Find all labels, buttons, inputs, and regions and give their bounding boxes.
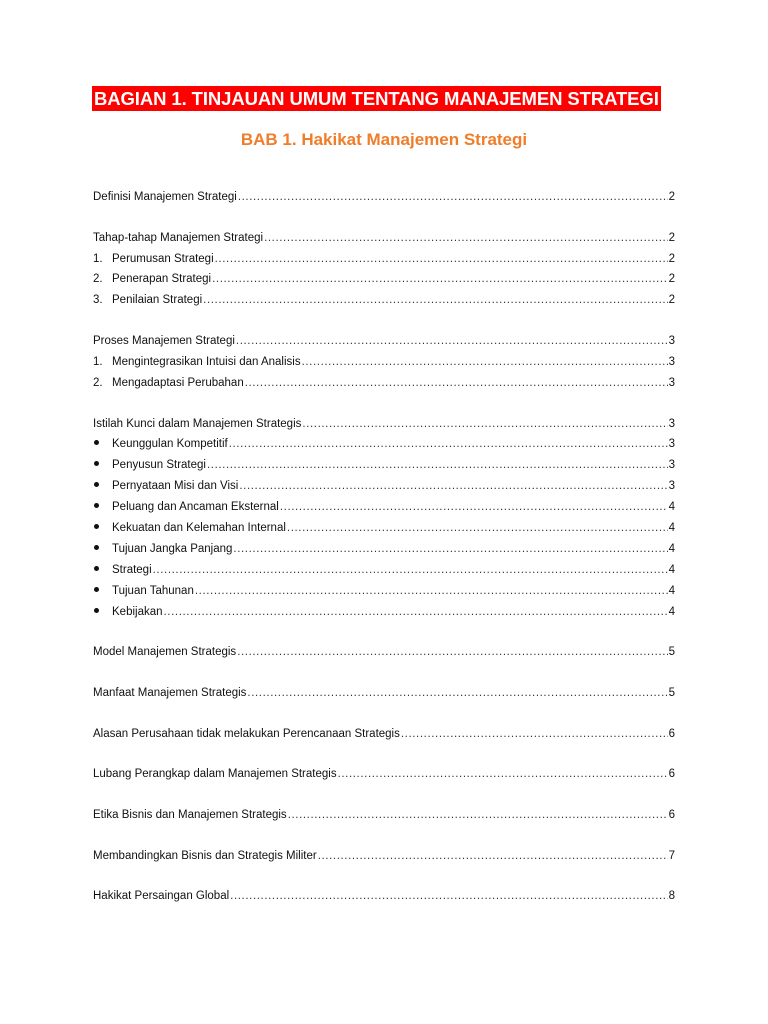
bullet-dot-icon — [94, 461, 99, 466]
table-of-contents — [93, 191, 675, 911]
toc-entry-label: Tujuan Tahunan — [112, 584, 194, 597]
toc-entry-page-number: 6 — [668, 808, 675, 821]
toc-entry[interactable] — [93, 543, 675, 564]
toc-entry-label: Peluang dan Ancaman Eksternal — [112, 501, 279, 514]
toc-entry[interactable] — [93, 585, 675, 606]
bullet-icon — [93, 522, 112, 534]
toc-entry-label: Penilaian Strategi — [112, 294, 203, 307]
dot-leader — [212, 273, 667, 285]
toc-entry-page-number: 2 — [668, 294, 675, 307]
bullet-icon — [93, 564, 112, 576]
toc-entry-number: 2. — [93, 376, 103, 389]
dot-leader — [215, 253, 668, 265]
toc-entry[interactable] — [93, 606, 675, 627]
toc-entry-label: Alasan Perusahaan tidak melakukan Perencanaan Strategis — [93, 727, 400, 740]
toc-entry-label: Perumusan Strategi — [112, 252, 214, 265]
toc-entry-number: 2. — [93, 273, 103, 286]
toc-entry[interactable] — [93, 459, 675, 480]
bullet-icon — [93, 501, 112, 513]
dot-leader — [302, 356, 668, 368]
toc-entry[interactable] — [93, 809, 675, 830]
toc-entry-page-number: 4 — [668, 584, 675, 597]
dot-leader — [203, 294, 667, 306]
toc-entry-page-number: 7 — [668, 849, 675, 862]
dot-leader — [238, 191, 668, 203]
toc-entry[interactable] — [93, 377, 675, 398]
toc-entry-label: Mengadaptasi Perubahan — [112, 376, 244, 389]
toc-entry-page-number: 4 — [668, 501, 675, 514]
toc-entry-number: 1. — [93, 252, 103, 265]
bullet-dot-icon — [94, 482, 99, 487]
dot-leader — [302, 418, 667, 430]
toc-entry-page-number: 3 — [668, 480, 675, 493]
toc-entry-page-number: 3 — [668, 355, 675, 368]
toc-entry[interactable] — [93, 335, 675, 356]
toc-entry-page-number: 2 — [668, 273, 675, 286]
toc-entry-label: Mengintegrasikan Intuisi dan Analisis — [112, 355, 301, 368]
bullet-dot-icon — [94, 587, 99, 592]
toc-entry-number: 3. — [93, 294, 103, 307]
toc-entry-page-number: 3 — [668, 459, 675, 472]
bullet-icon — [93, 480, 112, 492]
toc-entry[interactable] — [93, 356, 675, 377]
dot-leader — [207, 459, 668, 471]
toc-entry-label: Hakikat Persaingan Global — [93, 890, 230, 903]
toc-entry-page-number: 6 — [668, 727, 675, 740]
toc-entry-page-number: 2 — [668, 191, 675, 203]
toc-entry-label: Proses Manajemen Strategi — [93, 335, 235, 348]
toc-entry-page-number: 3 — [668, 438, 675, 451]
dot-leader — [229, 438, 668, 450]
dot-leader — [280, 501, 668, 513]
dot-leader — [288, 809, 668, 821]
dot-leader — [236, 335, 668, 347]
dot-leader — [264, 232, 668, 244]
dot-leader — [164, 606, 668, 618]
dot-leader — [338, 768, 668, 780]
toc-entry-page-number: 4 — [668, 563, 675, 576]
dot-leader — [247, 687, 667, 699]
part-title: BAGIAN 1. TINJAUAN UMUM TENTANG MANAJEMEN STRATEGI — [94, 88, 659, 109]
toc-entry[interactable] — [93, 768, 675, 789]
dot-leader — [230, 890, 667, 902]
toc-entry-label: Lubang Perangkap dalam Manajemen Strategis — [93, 768, 337, 781]
dot-leader — [239, 480, 667, 492]
toc-entry-label: Istilah Kunci dalam Manajemen Strategis — [93, 417, 302, 430]
toc-entry-page-number: 4 — [668, 605, 675, 618]
toc-entry[interactable] — [93, 687, 675, 708]
bullet-dot-icon — [94, 608, 99, 613]
toc-entry-page-number: 3 — [668, 417, 675, 430]
toc-entry[interactable] — [93, 480, 675, 501]
bullet-icon — [93, 606, 112, 618]
toc-entry-label: Membandingkan Bisnis dan Strategis Militer — [93, 849, 317, 862]
dot-leader — [287, 522, 668, 534]
toc-entry-page-number: 2 — [668, 231, 675, 244]
toc-entry-number: 1. — [93, 355, 103, 368]
toc-entry[interactable] — [93, 418, 675, 439]
dot-leader — [318, 850, 668, 862]
toc-entry-label: Definisi Manajemen Strategi — [93, 191, 237, 203]
toc-entry-label: Keunggulan Kompetitif — [112, 438, 228, 451]
bullet-icon — [93, 585, 112, 597]
bullet-dot-icon — [94, 524, 99, 529]
dot-leader — [233, 543, 667, 555]
toc-entry[interactable] — [93, 850, 675, 871]
toc-entry-label: Tahap-tahap Manajemen Strategi — [93, 231, 264, 244]
bullet-dot-icon — [94, 440, 99, 445]
toc-entry[interactable] — [93, 232, 675, 253]
toc-entry[interactable] — [93, 253, 675, 274]
toc-entry[interactable] — [93, 728, 675, 749]
toc-entry-label: Strategi — [112, 563, 152, 576]
toc-entry-page-number: 3 — [668, 335, 675, 348]
toc-entry[interactable] — [93, 564, 675, 585]
toc-entry-page-number: 4 — [668, 542, 675, 555]
bullet-dot-icon — [94, 545, 99, 550]
toc-entry-page-number: 8 — [668, 890, 675, 903]
bullet-dot-icon — [94, 503, 99, 508]
toc-entry-label: Kebijakan — [112, 605, 163, 618]
toc-entry-page-number: 4 — [668, 521, 675, 534]
toc-entry[interactable] — [93, 294, 675, 315]
toc-entry-label: Etika Bisnis dan Manajemen Strategis — [93, 808, 287, 821]
toc-entry-label: Pernyataan Misi dan Visi — [112, 480, 239, 493]
toc-entry-page-number: 6 — [668, 768, 675, 781]
toc-entry-label: Kekuatan dan Kelemahan Internal — [112, 521, 286, 534]
toc-entry-page-number: 3 — [668, 376, 675, 389]
bullet-dot-icon — [94, 566, 99, 571]
toc-entry[interactable] — [93, 646, 675, 667]
toc-entry-page-number: 5 — [668, 686, 675, 699]
dot-leader — [245, 377, 668, 389]
toc-entry-label: Manfaat Manajemen Strategis — [93, 686, 247, 699]
toc-entry[interactable] — [93, 522, 675, 543]
toc-entry[interactable] — [93, 273, 675, 294]
toc-entry-page-number: 2 — [668, 252, 675, 265]
toc-entry-label: Penyusun Strategi — [112, 459, 206, 472]
toc-entry-label: Penerapan Strategi — [112, 273, 212, 286]
toc-entry[interactable] — [93, 501, 675, 522]
toc-entry-page-number: 5 — [668, 646, 675, 659]
chapter-title: BAB 1. Hakikat Manajemen Strategi — [240, 130, 528, 149]
dot-leader — [237, 646, 667, 658]
dot-leader — [195, 585, 668, 597]
dot-leader — [153, 564, 668, 576]
toc-entry-label: Model Manajemen Strategis — [93, 646, 237, 659]
toc-entry[interactable] — [93, 890, 675, 911]
toc-entry-label: Tujuan Jangka Panjang — [112, 542, 233, 555]
bullet-icon — [93, 543, 112, 555]
toc-entry[interactable] — [93, 191, 675, 212]
toc-entry[interactable] — [93, 438, 675, 459]
dot-leader — [401, 728, 668, 740]
bullet-icon — [93, 459, 112, 471]
bullet-icon — [93, 438, 112, 450]
